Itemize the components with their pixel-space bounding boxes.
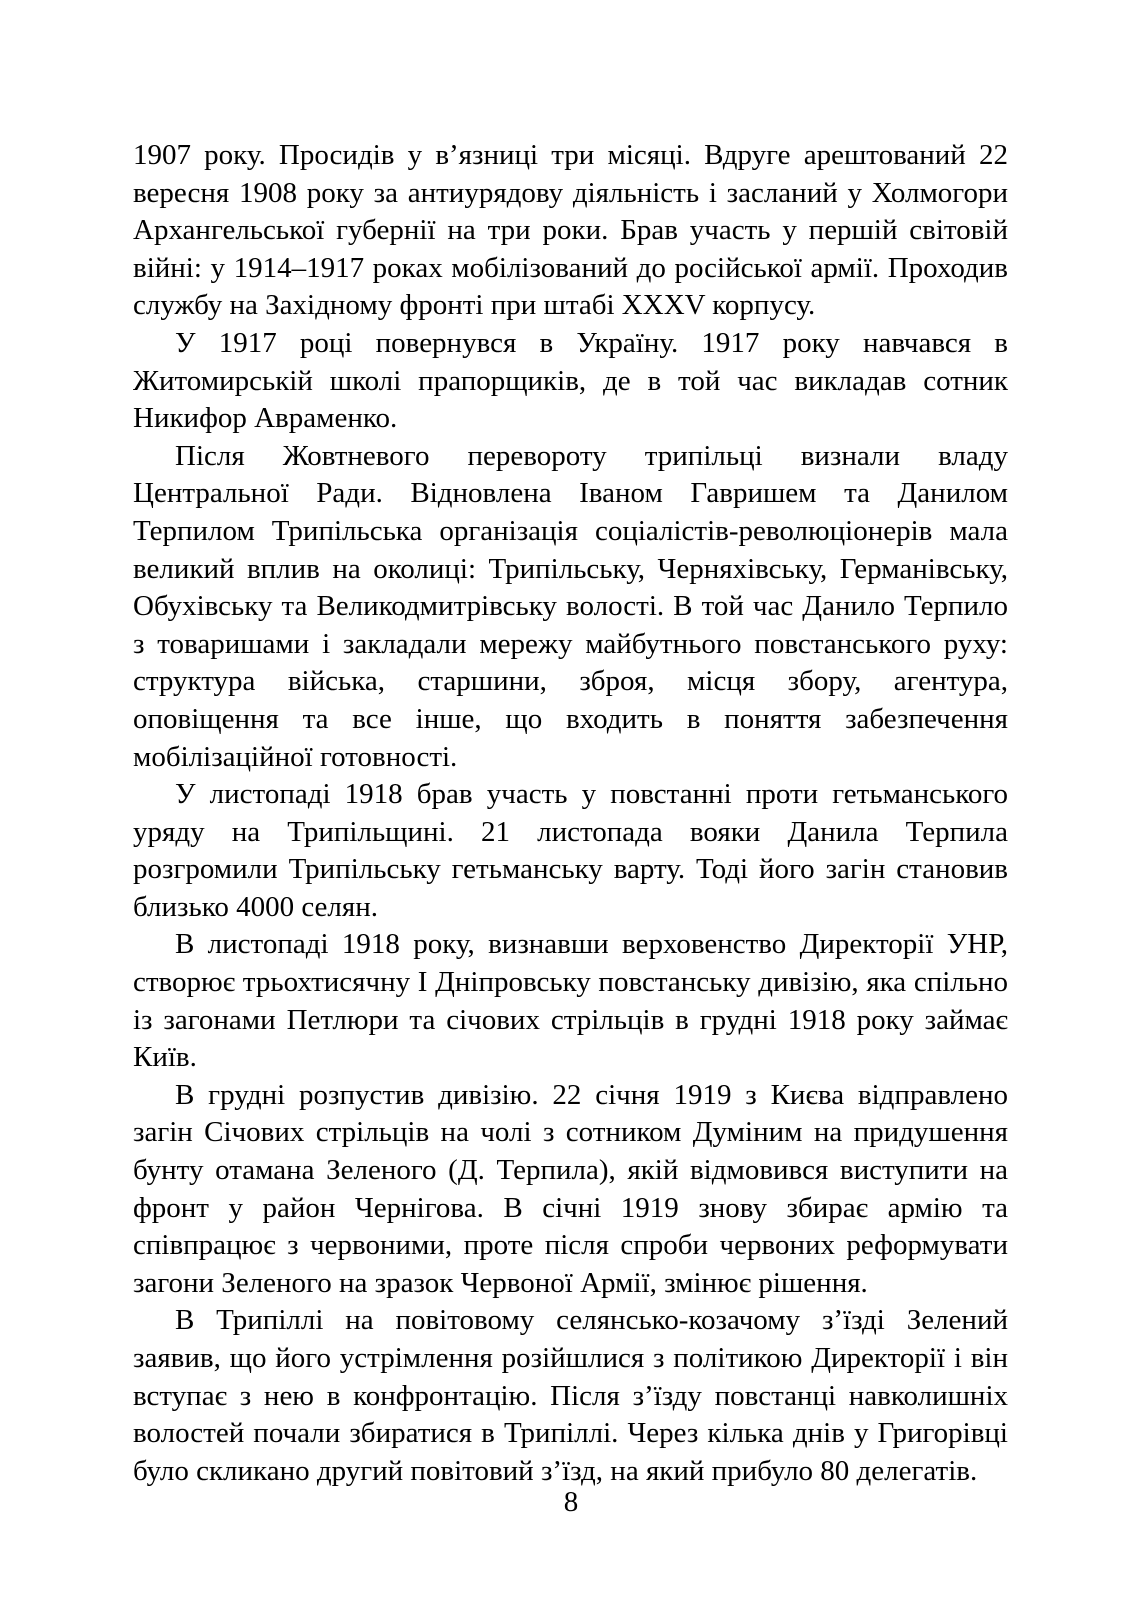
paragraph: У 1917 році повернувся в Україну. 1917 року навчався в Житомирській школі прапорщиків, де в той час викладав сотник Никифор Авраменко. xyxy=(133,326,1008,435)
page-number: 8 xyxy=(563,1486,579,1518)
paragraph: В Трипіллі на повітовому селянсько-козачому з’їзді Зелений заявив, що його устрімлення розійшлися з політикою Директорії і він вступає з нею в конфронтацію. Після з’їзду повстанці навколишніх волостей почали збиратися в Трипіллі. Через кілька днів у Григорівці було скликано другий повітовий з’їзд, на який прибуло 80 делегатів. xyxy=(133,1304,1008,1487)
paragraph: В листопаді 1918 року, визнавши верховенство Директорії УНР, створює трьохтисячну І Дніпровську повстанську дивізію, яка спільно із загонами Петлюри та січових стрільців в грудні 1918 року займає Київ. xyxy=(133,928,1008,1074)
text-block xyxy=(133,137,1008,1490)
paragraph: В грудні розпустив дивізію. 22 січня 1919 з Києва відправлено загін Січових стрільців на чолі з сотником Думіним на придушення бунту отамана Зеленого (Д. Терпила), якій відмовився виступити на фронт у район Чернігова. В січні 1919 знову збирає армію та співпрацює з червоними, проте після спроби червоних реформувати загони Зеленого на зразок Червоної Армії, змінює рішення. xyxy=(133,1078,1008,1299)
paragraph: Після Жовтневого перевороту трипільці визнали владу Центральної Ради. Відновлена Іваном Гавришем та Данилом Терпилом Трипільська організація соціалістів-революціонерів мала великий вплив на околиці: Трипільську, Черняхівську, Германівську, Обухівську та Великодмитрівську волості. В той час Данило Терпило з товаришами і закладали мережу майбутнього повстанського руху: структура війська, старшини, зброя, місця збору, агентура, оповіщення та все інше, що входить в поняття забезпечення мобілізаційної готовності. xyxy=(133,439,1008,773)
paragraph-continuation: 1907 року. Просидів у в’язниці три місяці. Вдруге арештований 22 вересня 1908 року за антиурядову діяльність і засланий у Холмогори Архангельської губернії на три роки. Брав участь у першій світовій війні: у 1914–1917 роках мобілізований до російської армії. Проходив службу на Західному фронті при штабі XXXV корпусу. xyxy=(133,139,1008,322)
paragraph: У листопаді 1918 брав участь у повстанні проти гетьманського уряду на Трипільщині. 21 листопада вояки Данила Терпила розгромили Трипільську гетьманську варту. Тоді його загін становив близько 4000 селян. xyxy=(133,778,1008,923)
